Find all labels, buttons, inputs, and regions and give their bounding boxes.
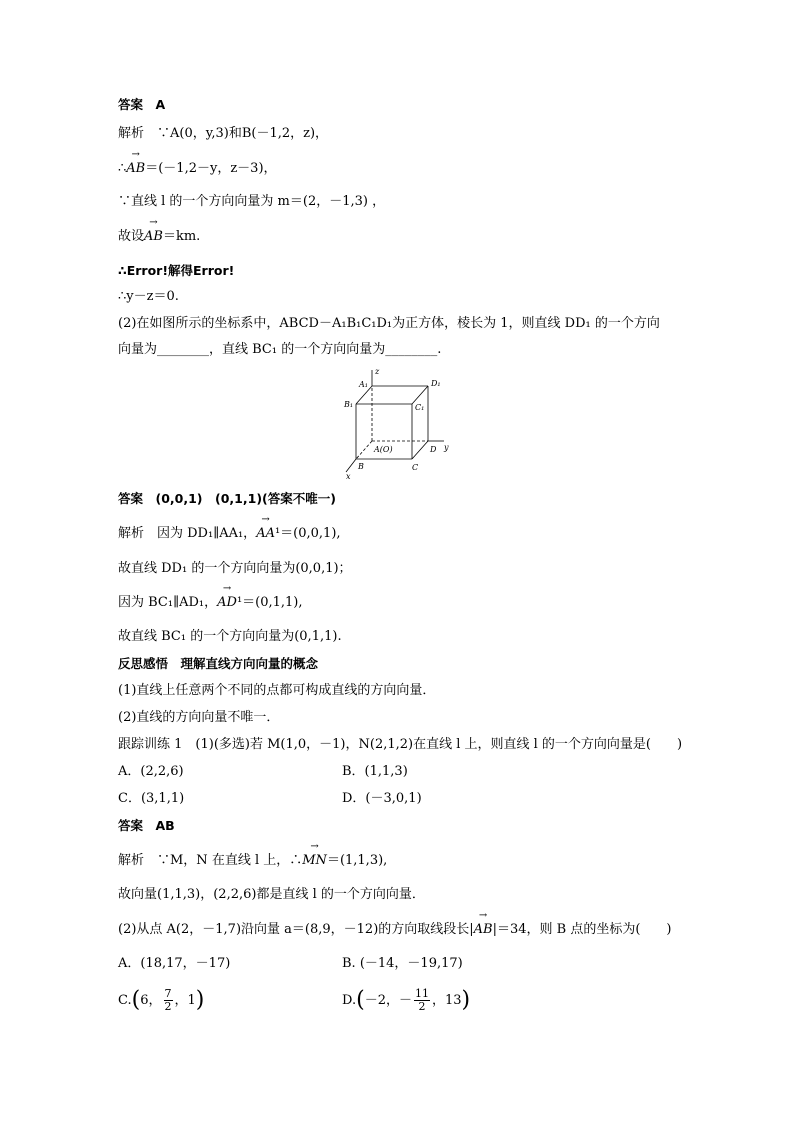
option-c: C．(3,1,1) <box>118 791 185 806</box>
label-d: D <box>430 445 437 454</box>
edge-hidden <box>356 441 372 459</box>
analysis-line: 解析 ∵A(0，y,3)和B(－1,2，z)， <box>118 126 329 141</box>
practice-question-1: 跟踪训练 1 (1)(多选)若 M(1,0，－1)，N(2,1,2)在直线 l 上，则直线 l 的一个方向向量是( ) <box>118 737 683 752</box>
vector-aa: → AA <box>256 525 275 543</box>
vector-ab: → AB <box>144 228 163 246</box>
label-b: B <box>358 462 364 471</box>
analysis-line: ∴→ AB＝(－1,2－y，z－3)， <box>118 160 277 178</box>
label-y: y <box>444 443 449 452</box>
answer-2: 答案 (0,0,1) (0,1,1)(答案不唯一) <box>118 491 336 506</box>
reflection-point-1: (1)直线上任意两个不同的点都可构成直线的方向向量． <box>118 683 436 698</box>
answer-1: 答案 A <box>118 97 166 112</box>
label-z: z <box>375 367 380 376</box>
option-d: D.(－2，－ $\frac{11}{2}$ ，13) <box>342 987 471 1013</box>
option-b: B. (－14，－19,17) <box>342 956 463 971</box>
practice-question-2: (2)从点 A(2，－1,7)沿向量 a＝(8,9，－12)的方向取线段长|→ AB|＝34，则 B 点的坐标为( ) <box>118 921 672 939</box>
option-c: C.(6， $\frac{7}{2}$ ，1) <box>118 987 205 1013</box>
analysis-line: 故设→ AB＝km. <box>118 228 200 246</box>
vector-ad: → AD <box>217 594 237 612</box>
option-a: A．(18,17，－17) <box>118 956 231 971</box>
label-ao: A(O) <box>374 445 393 454</box>
answer-3: 答案 AB <box>118 818 175 833</box>
label-c1: C₁ <box>415 403 425 412</box>
vector-ab: → AB <box>474 921 493 939</box>
analysis-line: 因为 BC₁∥AD₁，→ AD¹＝(0,1,1), <box>118 594 303 612</box>
label-x: x <box>346 472 351 480</box>
option-d: D．(－3,0,1) <box>342 791 422 806</box>
label-b1: B₁ <box>344 400 354 409</box>
analysis-line: ∴y－z＝0. <box>118 289 179 304</box>
label-c: C <box>412 463 419 472</box>
analysis-line: 解析 ∵M，N 在直线 l 上，∴→ MN＝(1,1,3), <box>118 852 387 870</box>
analysis-line: 故向量(1,1,3)，(2,2,6)都是直线 l 的一个方向向量． <box>118 887 425 902</box>
label-a1: A₁ <box>359 380 368 389</box>
vector-mn: → MN <box>302 852 327 870</box>
analysis-line: 故直线 BC₁ 的一个方向向量为(0,1,1). <box>118 629 342 644</box>
analysis-line: 解析 因为 DD₁∥AA₁，→ AA¹＝(0,0,1), <box>118 525 341 543</box>
question-2-line2: 向量为________，直线 BC₁ 的一个方向向量为________. <box>118 342 442 357</box>
axis-x <box>346 459 356 472</box>
analysis-line: ∴Error!解得Error! <box>118 263 235 278</box>
option-b: B．(1,1,3) <box>342 764 408 779</box>
question-2-line1: (2)在如图所示的坐标系中，ABCD－A₁B₁C₁D₁为正方体，棱长为 1，则直线 DD₁ 的一个方向 <box>118 316 660 331</box>
option-a: A．(2,2,6) <box>118 764 184 779</box>
reflection-point-2: (2)直线的方向向量不唯一． <box>118 710 280 725</box>
analysis-line: ∵直线 l 的一个方向向量为 m＝(2，－1,3) ， <box>118 194 386 209</box>
label-d1: D₁ <box>431 379 441 388</box>
cube-figure <box>336 364 456 480</box>
analysis-line: 故直线 DD₁ 的一个方向向量为(0,0,1)； <box>118 561 352 576</box>
reflection-heading: 反思感悟 理解直线方向向量的概念 <box>118 656 319 671</box>
vector-ab: → AB <box>126 160 145 178</box>
